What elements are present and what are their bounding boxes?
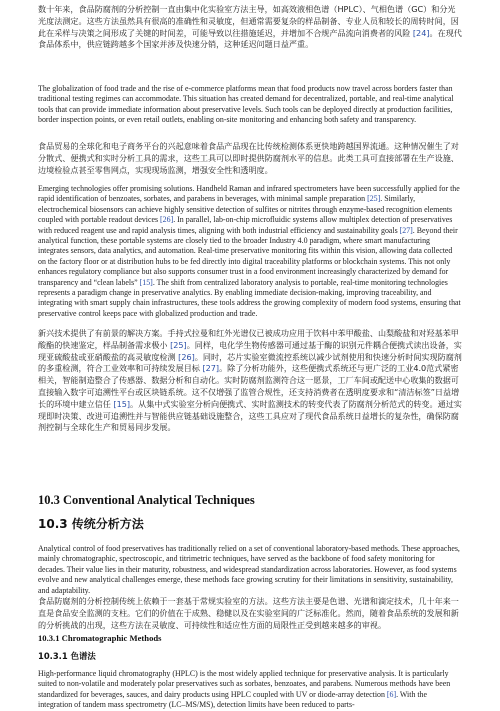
citation-link[interactable]: [26] (160, 215, 174, 225)
citation-link[interactable]: [6] (386, 689, 397, 699)
citation-link[interactable]: [25] (170, 339, 187, 350)
section-heading-zh: 10.3 传统分析方法 (38, 517, 144, 531)
citation-link[interactable]: [25] (367, 194, 381, 204)
citation-link[interactable]: [15] (139, 277, 153, 287)
paragraph-en-emerging-tech: Emerging technologies offer promising solutions. Handheld Raman and infrared spectrometers have been successfully applied for the rapid identification of benzoates, sorbates, and parabens in beverages, with minimal sample preparation [25]. Similarly, electrochemical biosensors can achieve highly sensitive detection of sulfites or nitrites through enzyme-based recognition elements coupled with portable readout devices [26]. In parallel, lab-on-chip microfluidic systems allow multiplex detection of preservatives with reduced reagent use and rapid analysis times, aligning with both industrial efficiency and sustainability goals [27]. Beyond their analytical function, these portable systems are closely tied to the broader Industry 4.0 paradigm, where smart manufacturing integrates sensors, data analytics, and automation. Real-time preservative monitoring fits within this vision, allowing data collected on the factory floor or at distribution hubs to be fed directly into digital traceability platforms or blockchain systems. This not only enhances regulatory compliance but also supports consumer trust in a food environment increasingly characterized by demand for transparency and “clean labels” [15]. The shift from centralized laboratory analysis to portable, real-time monitoring technologies represents a paradigm change in preservative analytics. By enabling immediate decision-making, improving traceability, and integrating with smart supply chain infrastructures, these tools address the growing complexity of modern food systems, ensuring that preservative control keeps pace with globalized production and trade. (38, 184, 461, 318)
citation-link[interactable]: [26] (178, 351, 195, 362)
paragraph-zh-intro: 数十年来，食品防腐剂的分析控制一直由集中化实验室方法主导，如高效液相色谱（HPLC）、气相色谱（GC）和分光光度法测定。这些方法虽然具有很高的准确性和灵敏度，但通常需要复杂的样品制备、专业人员和较长的周转时间，因此在采样与决策之间形成了关键的时间差，可能导致以往措施延迟，并增加不合规产品流向消费者的风险 [24]。在现代食品体系中，供应链跨越多个国家并涉及快速分销，这种延迟问题日益严重。 (38, 4, 462, 50)
subsection-heading-zh: 10.3.1 色谱法 (38, 651, 96, 661)
paragraph-zh-globalization: 食品贸易的全球化和电子商务平台的兴起意味着食品产品现在比传统检测体系更快地跨越国界流通。这种情况催生了对分散式、便携式和实时分析工具的需求，这些工具可以即时提供防腐剂水平的信息。此类工具可直接部署在生产设施、边境检验点甚至零售网点，实现现场监测，增强安全性和透明度。 (38, 141, 459, 175)
citation-link[interactable]: [27] (399, 225, 413, 235)
citation-link[interactable]: [15] (113, 398, 131, 409)
paragraph-zh-emerging-tech: 新兴技术提供了有前景的解决方案。手持式拉曼和红外光谱仪已被成功应用于饮料中苯甲酸盐、山梨酸盐和对羟基苯甲酸酯的快速鉴定，样品制备需求极小 [25]。同样，电化学生物传感器可通过基于酶的识别元件耦合便携式读出设备，实现亚硫酸盐或亚硝酸盐的高灵敏度检测 [26]。同时，芯片实验室微流控系统以减少试剂使用和快速分析时间实现防腐剂的多重检测，符合工业效率和可持续发展目标 [27]。除了分析功能外，这些便携式系统还与更广泛的工业4.0范式紧密相关，智能制造整合了传感器、数据分析和自动化。实时防腐剂监测符合这一愿景，工厂车间或配送中心收集的数据可直接输入数字可追溯性平台或区块链系统。这不仅增强了监管合规性，还支持消费者在透明度要求和“清洁标签”日益增长的环境中建立信任 [15]。从集中式实验室分析向便携式、实时监测技术的转变代表了防腐剂分析范式的转变。通过实现即时决策、改进可追溯性并与智能供应链基础设施整合，这些工具应对了现代食品系统日益增长的复杂性，确保防腐剂控制与全球化生产和贸易同步发展。 (38, 328, 462, 433)
subsection-heading-en: 10.3.1 Chromatographic Methods (38, 633, 162, 643)
paragraph-en-hplc: High-performance liquid chromatography (HPLC) is the most widely applied technique for preservative analysis. It is particularly suited to non-volatile and moderately polar preservatives such as sorbates, benzoates, and parabens. Numerous methods have been standardized for beverages, sauces, and dairy products using HPLC coupled with UV or diode-array detection [6]. With the integration of tandem mass spectrometry (LC–MS/MS), detection limits have been reduced to parts- (38, 669, 451, 710)
citation-link[interactable]: [27] (202, 363, 220, 374)
paragraph-en-globalization: The globalization of food trade and the rise of e-commerce platforms mean that food products now travel across borders faster than traditional testing regimes can accommodate. This situation has created demand for decentralized, portable, and real-time analytical tools that can provide immediate information about preservative levels. Such tools can be deployed directly at production facilities, border inspection points, or even retail outlets, enabling on-site monitoring and enhancing both safety and transparency. (38, 84, 454, 125)
citation-link[interactable]: [24] (412, 27, 430, 38)
section-heading-en: 10.3 Conventional Analytical Techniques (38, 493, 255, 507)
paragraph-zh-conventional: 食品防腐剂的分析控制传统上依赖于一套基于常规实验室的方法。这些方法主要是色谱、光谱和滴定技术，几十年来一直是食品安全监测的支柱。它们的价值在于成熟、稳健以及在实验室间的广泛标准化。然而，随着食品系统的发展和新的分析挑战的出现，这些方法在灵敏度、可持续性和适应性方面的局限性正受到越来越多的审视。 (38, 596, 459, 630)
paragraph-en-conventional: Analytical control of food preservatives has traditionally relied on a set of conventional laboratory-based methods. These approaches, mainly chromatographic, spectroscopic, and titrimetric techniques, have served as the backbone of food safety monitoring for decades. Their value lies in their maturity, robustness, and widespread standardization across laboratories. However, as food systems evolve and new analytical challenges emerge, these methods face growing scrutiny for their limitations in sensitivity, sustainability, and adaptability. (38, 544, 460, 595)
